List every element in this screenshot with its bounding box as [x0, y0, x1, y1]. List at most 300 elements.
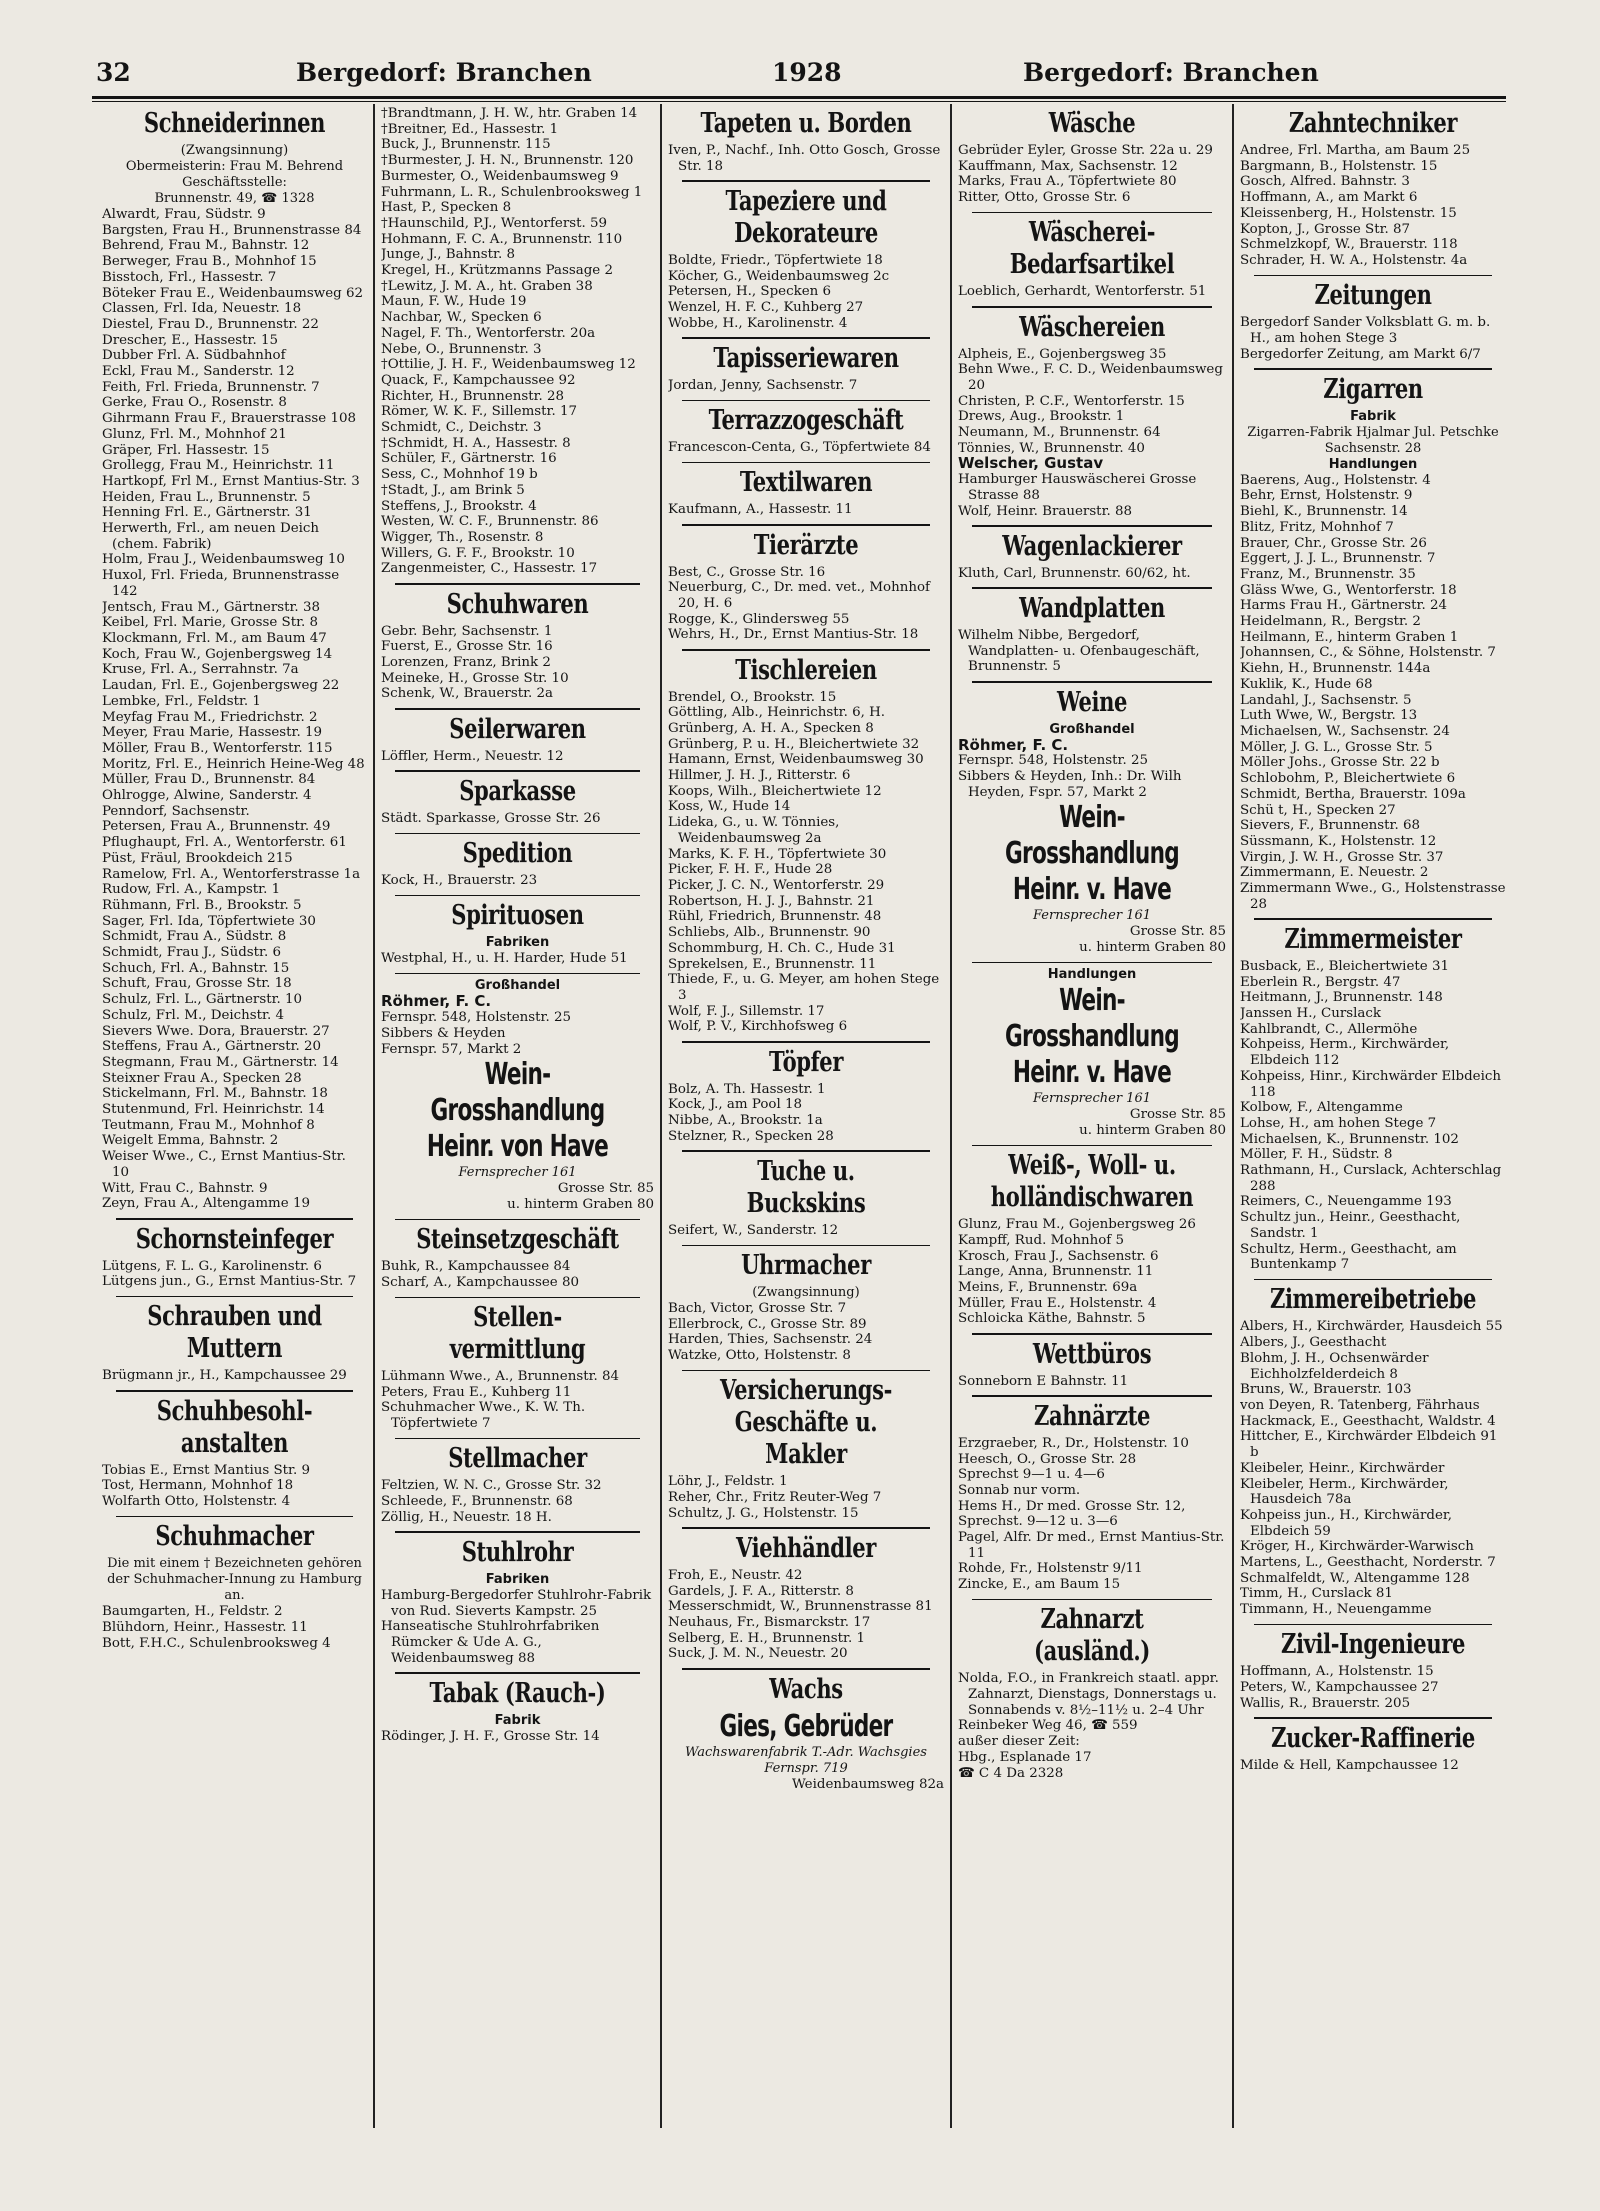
section-subheading: Fabrik — [1350, 408, 1396, 424]
directory-entry: Jentsch, Frau M., Gärtnerstr. 38 — [102, 599, 320, 615]
directory-entry: Schleede, F., Brunnenstr. 68 — [381, 1494, 573, 1510]
directory-entry: Süssmann, K., Holstenstr. 12 — [1240, 833, 1437, 849]
section-heading: Schornsteinfeger — [135, 1223, 334, 1255]
directory-entry: Bach, Victor, Grosse Str. 7 — [668, 1301, 847, 1317]
directory-entry: Junge, J., Bahnstr. 8 — [381, 247, 516, 263]
section-heading: Zimmereibetriebe — [1269, 1284, 1477, 1316]
section-heading: Stellen-vermittlung — [449, 1302, 586, 1366]
directory-entry: Kluth, Carl, Brunnenstr. 60/62, ht. — [958, 565, 1191, 581]
advert-note: Wachswarenfabrik T.-Adr. Wachsgies Fernspr. 719 — [685, 1744, 927, 1776]
section-heading: Wagenlackierer — [1002, 530, 1182, 562]
section-subheading: Großhandel — [474, 978, 561, 994]
section — [381, 1443, 654, 1525]
directory-entry: Weiser Wwe., C., Ernst Mantius-Str. 10 — [102, 1149, 346, 1180]
directory-entry: Rühl, Friedrich, Brunnenstr. 48 — [668, 909, 882, 925]
section — [668, 1156, 944, 1239]
directory-entry: Zimmermann Wwe., G., Holstenstrasse 28 — [1240, 881, 1506, 912]
directory-entry: Stutenmund, Frl. Heinrichstr. 14 — [102, 1102, 325, 1118]
directory-entry: Heidelmann, R., Bergstr. 2 — [1240, 614, 1421, 630]
directory-entry: ☎ C 4 Da 2328 — [958, 1765, 1064, 1781]
directory-entry: Sievers Wwe. Dora, Brauerstr. 27 — [102, 1023, 330, 1039]
directory-entry: Willers, G. F. F., Brookstr. 10 — [381, 545, 575, 561]
directory-entry: Möller Johs., Grosse Str. 22 b — [1240, 755, 1440, 771]
section-divider — [1254, 368, 1492, 370]
directory-entry: Diestel, Frau D., Brunnenstr. 22 — [102, 316, 319, 332]
directory-entry: Hackmack, E., Geesthacht, Waldstr. 4 — [1240, 1413, 1496, 1429]
header-title-left: Bergedorf: Branchen — [296, 58, 592, 87]
directory-entry: Scharf, A., Kampchaussee 80 — [381, 1274, 579, 1290]
directory-entry: Wallis, R., Brauerstr. 205 — [1240, 1695, 1411, 1711]
section — [958, 217, 1226, 300]
directory-entry: Schmalfeldt, W., Altengamme 128 — [1240, 1570, 1470, 1586]
directory-entry: †Lewitz, J. M. A., ht. Graben 38 — [381, 278, 593, 294]
section-divider — [116, 1218, 353, 1220]
section-heading: Zivil-Ingenieure — [1281, 1629, 1465, 1661]
directory-entry: Burmester, O., Weidenbaumsweg 9 — [381, 168, 619, 184]
directory-entry: Bergedorf Sander Volksblatt G. m. b. H., am hohen Stege 3 — [1240, 315, 1491, 346]
section-heading: Seilerwaren — [449, 713, 586, 745]
directory-entry: Behrend, Frau M., Bahnstr. 12 — [102, 238, 310, 254]
directory-entry: Schultz, J. G., Holstenstr. 15 — [668, 1505, 859, 1521]
directory-entry: Ramelow, Frl. A., Wentorferstrasse 1a — [102, 866, 361, 882]
section — [381, 1302, 654, 1432]
directory-entry: Hamburger Hauswäscherei Grosse Strasse 88 — [958, 472, 1197, 503]
directory-entry: Römer, W. K. F., Sillemstr. 17 — [381, 404, 578, 420]
section — [381, 1224, 654, 1290]
directory-entry: Wigger, Th., Rosenstr. 8 — [381, 529, 544, 545]
directory-entry: Müller, Frau D., Brunnenstr. 84 — [102, 772, 316, 788]
section-heading: Schrauben und Muttern — [147, 1301, 322, 1365]
directory-entry: Bargmann, B., Holstenstr. 15 — [1240, 158, 1438, 174]
section — [668, 108, 944, 174]
directory-entry: Hast, P., Specken 8 — [381, 200, 512, 216]
section-divider — [682, 337, 930, 339]
directory-entry: Lütgens jun., G., Ernst Mantius-Str. 7 — [102, 1274, 357, 1290]
directory-entry: Stelzner, R., Specken 28 — [668, 1128, 834, 1144]
directory-entry: Hittcher, E., Kirchwärder Elbdeich 91 b — [1240, 1429, 1498, 1461]
directory-entry: Schmidt, Frau A., Südstr. 8 — [102, 929, 287, 945]
directory-entry: Petersen, H., Specken 6 — [668, 284, 832, 300]
section-subheading: Obermeisterin: Frau M. Behrend — [125, 159, 344, 174]
directory-entry: Kohpeiss jun., H., Kirchwärder, Elbdeich 59 — [1240, 1507, 1453, 1539]
directory-entry: Heiden, Frau L., Brunnenstr. 5 — [102, 489, 311, 505]
directory-entry: Gebr. Behr, Sachsenstr. 1 — [381, 623, 553, 639]
directory-entry: Rathmann, H., Curslack, Achterschlag 288 — [1240, 1163, 1502, 1194]
directory-entry: Peters, W., Kampchaussee 27 — [1240, 1680, 1439, 1696]
section-divider — [116, 1296, 353, 1298]
directory-entry: Ritter, Otto, Grosse Str. 6 — [958, 190, 1131, 206]
directory-entry: Gihrmann Frau F., Brauerstrasse 108 — [102, 411, 357, 427]
directory-entry: Pagel, Alfr. Dr med., Ernst Mantius-Str. 11 — [958, 1530, 1225, 1561]
section-subheading: Die mit einem † Bezeichneten gehören der Schuhmacher-Innung zu Hamburg an. — [107, 1556, 362, 1604]
directory-entry: Kock, J., am Pool 18 — [668, 1097, 803, 1113]
advert-name: Wein-Grosshandlung — [1005, 800, 1179, 872]
directory-entry: Kuklik, K., Hude 68 — [1240, 676, 1373, 692]
section-heading: Schuhmacher — [155, 1521, 314, 1553]
directory-entry: Kregel, H., Krützmanns Passage 2 — [381, 263, 613, 279]
section-divider — [682, 1527, 930, 1529]
directory-entry: Dubber Frl. A. Südbahnhof — [102, 348, 286, 364]
section-divider — [682, 1041, 930, 1043]
section-heading: Wandplatten — [1019, 592, 1165, 624]
section-divider — [682, 180, 930, 182]
directory-entry: Köcher, G., Weidenbaumsweg 2c — [668, 268, 890, 284]
section-subheading: Fabriken — [485, 935, 550, 951]
section-heading: Stellmacher — [448, 1443, 587, 1475]
header-rule-thin — [92, 101, 1506, 102]
section — [958, 593, 1226, 675]
section — [381, 900, 654, 967]
section-divider — [972, 212, 1212, 214]
column-2 — [381, 106, 654, 2126]
directory-entry: Moritz, Frl. E., Heinrich Heine-Weg 48 — [102, 756, 365, 772]
page-header — [96, 58, 1506, 92]
advert-address: Grosse Str. 85 — [1129, 1107, 1226, 1123]
directory-entry: Buck, J., Brunnenstr. 115 — [381, 137, 551, 153]
directory-entry: Laudan, Frl. E., Gojenbergsweg 22 — [102, 678, 340, 694]
section — [668, 405, 944, 456]
header-title-right: Bergedorf: Branchen — [1023, 58, 1319, 87]
directory-entry: Welscher, Gustav — [958, 454, 1104, 473]
directory-entry: Glunz, Frl. M., Mohnhof 21 — [102, 426, 287, 442]
directory-entry: Holm, Frau J., Weidenbaumsweg 10 — [102, 552, 345, 568]
directory-entry: Feltzien, W. N. C., Grosse Str. 32 — [381, 1478, 602, 1494]
directory-entry: Hems H., Dr med. Grosse Str. 12, — [958, 1498, 1186, 1514]
advert-name: Heinr. v. Have — [1012, 872, 1172, 908]
directory-entry: Eggert, J. J. L., Brunnenstr. 7 — [1240, 551, 1436, 567]
directory-entry: Michaelsen, W., Sachsenstr. 24 — [1240, 723, 1450, 739]
directory-entry: Thiede, F., u. G. Meyer, am hohen Stege 3 — [668, 972, 940, 1003]
directory-entry: Grollegg, Frau M., Heinrichstr. 11 — [102, 458, 335, 474]
section-heading: Textilwaren — [739, 467, 873, 499]
directory-entry: Sievers, F., Brunnenstr. 68 — [1240, 818, 1421, 834]
directory-entry: Lühmann Wwe., A., Brunnenstr. 84 — [381, 1369, 620, 1385]
directory-entry: Landahl, J., Sachsenstr. 5 — [1240, 692, 1412, 708]
directory-entry: Witt, Frau C., Bahnstr. 9 — [102, 1180, 268, 1196]
directory-entry: Quack, F., Kampchaussee 92 — [381, 372, 576, 388]
section-divider — [972, 1333, 1212, 1335]
directory-entry: Hanseatische Stuhlrohrfabriken Rümcker & Ude A. G., Weidenbaumsweg 88 — [381, 1619, 600, 1666]
directory-entry: Hbg., Esplanade 17 — [958, 1749, 1092, 1765]
section-divider — [395, 973, 640, 975]
directory-entry: Luth Wwe, W., Bergstr. 13 — [1240, 708, 1418, 724]
advert-name: Wein-Grosshandlung — [1005, 983, 1179, 1055]
directory-entry: Bott, F.H.C., Schulenbrooksweg 4 — [102, 1635, 331, 1651]
directory-entry: Picker, J. C. N., Wentorferstr. 29 — [668, 877, 885, 893]
section — [668, 467, 944, 518]
directory-entry: Schuft, Frau, Grosse Str. 18 — [102, 976, 292, 992]
section-divider — [395, 1672, 640, 1674]
section-heading: Tabak (Rauch-) — [429, 1677, 606, 1709]
directory-entry: Schmidt, C., Deichstr. 3 — [381, 420, 542, 436]
directory-entry: Penndorf, Sachsenstr. — [102, 803, 250, 819]
section — [668, 343, 944, 394]
directory-entry: Kaufmann, A., Hassestr. 11 — [668, 502, 853, 518]
directory-entry: †Ottilie, J. H. F., Weidenbaumsweg 12 — [381, 357, 636, 373]
directory-entry: Kruse, Frl. A., Serrahnstr. 7a — [102, 662, 299, 678]
directory-entry: Behr, Ernst, Holstenstr. 9 — [1240, 488, 1413, 504]
directory-entry: Harms Frau H., Gärtnerstr. 24 — [1240, 598, 1448, 614]
directory-entry: Städt. Sparkasse, Grosse Str. 26 — [381, 810, 601, 826]
directory-entry: Sibbers & Heyden, Inh.: Dr. Wilh Heyden, Fspr. 57, Markt 2 — [958, 768, 1182, 800]
section-heading: Zahnärzte — [1034, 1400, 1150, 1432]
directory-entry: Grünberg, A. H. A., Specken 8 — [668, 720, 874, 736]
section-heading: Tapeten u. Borden — [700, 108, 912, 139]
section-heading: Uhrmacher — [741, 1250, 871, 1282]
section-divider — [395, 1219, 640, 1221]
directory-entry: Meins, F., Brunnenstr. 69a — [958, 1280, 1138, 1295]
directory-entry: Albers, J., Geesthacht — [1240, 1335, 1387, 1351]
section-divider — [972, 525, 1212, 527]
section-heading: Stuhlrohr — [461, 1536, 574, 1568]
directory-entry: Schmidt, Bertha, Brauerstr. 109a — [1240, 786, 1466, 802]
directory-entry: Meyfag Frau M., Friedrichstr. 2 — [102, 709, 318, 725]
section-heading: Tapeziere und Dekorateure — [725, 185, 887, 249]
directory-entry: Heitmann, J., Brunnenstr. 148 — [1240, 990, 1443, 1006]
directory-entry: Nagel, F. Th., Wentorferstr. 20a — [381, 325, 596, 341]
advert-name: Gies, Gebrüder — [719, 1708, 893, 1744]
directory-entry: Möller, Frau B., Wentorferstr. 115 — [102, 740, 333, 756]
directory-entry: Glunz, Frau M., Gojenbergsweg 26 — [958, 1217, 1196, 1233]
section-divider — [682, 649, 930, 651]
directory-entry: Feith, Frl. Frieda, Brunnenstr. 7 — [102, 379, 320, 395]
directory-entry: Gläss Wwe, G., Wentorferstr. 18 — [1240, 582, 1457, 598]
directory-entry: Froh, E., Neustr. 42 — [668, 1567, 803, 1583]
directory-entry: Fuerst, E., Grosse Str. 16 — [381, 639, 553, 655]
advert-name: Heinr. von Have — [426, 1129, 609, 1165]
directory-entry: Zangenmeister, C., Hassestr. 17 — [381, 561, 598, 577]
directory-entry: Westphal, H., u. H. Harder, Hude 51 — [381, 951, 628, 967]
advert-note: Fernsprecher 161 — [1033, 1091, 1151, 1107]
directory-entry: Bargsten, Frau H., Brunnenstrasse 84 — [102, 222, 362, 238]
header-year: 1928 — [772, 58, 842, 87]
section-subheading: Geschäftsstelle: — [182, 175, 287, 190]
directory-entry: Blitz, Fritz, Mohnhof 7 — [1240, 519, 1394, 535]
section-divider — [116, 1390, 353, 1392]
directory-entry: Buhk, R., Kampchaussee 84 — [381, 1259, 571, 1275]
section-heading: Terrazzogeschäft — [708, 405, 904, 437]
directory-entry: Virgin, J. W. H., Grosse Str. 37 — [1240, 849, 1444, 865]
directory-entry: Franz, M., Brunnenstr. 35 — [1240, 566, 1416, 582]
section-heading: Tischlereien — [735, 654, 877, 686]
directory-entry: Kleibeler, Herm., Kirchwärder, Hausdeich 78a — [1240, 1476, 1449, 1508]
section — [1240, 374, 1506, 913]
directory-entry: Eberlein R., Bergstr. 47 — [1240, 974, 1401, 990]
directory-entry: Schliebs, Alb., Brunnenstr. 90 — [668, 925, 871, 941]
section — [1240, 1629, 1506, 1711]
directory-entry: Hamann, Ernst, Weidenbaumsweg 30 — [668, 752, 924, 768]
section — [381, 1537, 654, 1667]
section-subheading: (Zwangsinnung) — [180, 143, 289, 158]
directory-entry: †Haunschild, P.J., Wentorferst. 59 — [381, 215, 608, 231]
directory-entry: Neuhaus, Fr., Bismarckstr. 17 — [668, 1615, 871, 1631]
section — [668, 186, 944, 332]
directory-entry: Wenzel, H. F. C., Kuhberg 27 — [668, 300, 864, 316]
directory-entry: Nachbar, W., Specken 6 — [381, 310, 542, 326]
directory-entry: Göttling, Alb., Heinrichstr. 6, H. — [668, 705, 886, 721]
directory-entry: Tost, Hermann, Mohnhof 18 — [102, 1478, 294, 1494]
section-heading: Wettbüros — [1032, 1338, 1152, 1370]
directory-entry: Schulz, Frl. L., Gärtnerstr. 10 — [102, 992, 303, 1008]
section — [381, 776, 654, 827]
directory-entry: Janssen H., Curslack — [1240, 1006, 1381, 1022]
section — [1240, 108, 1506, 269]
directory-entry: Lembke, Frl., Feldstr. 1 — [102, 693, 261, 709]
section — [958, 312, 1226, 520]
section — [381, 589, 654, 703]
directory-entry: Ohlrogge, Alwine, Sanderstr. 4 — [102, 788, 312, 804]
directory-entry: Brendel, O., Brookstr. 15 — [668, 689, 837, 705]
section — [958, 687, 1226, 956]
directory-entry: Best, C., Grosse Str. 16 — [668, 564, 826, 580]
directory-entry: Neumann, M., Brunnenstr. 64 — [958, 425, 1161, 441]
directory-entry: Heesch, O., Grosse Str. 28 — [958, 1451, 1137, 1467]
directory-entry: Marks, Frau A., Töpfertwiete 80 — [958, 174, 1177, 190]
section — [668, 1674, 944, 1793]
directory-entry: Hillmer, J. H. J., Ritterstr. 6 — [668, 768, 851, 784]
section-heading: Schuhwaren — [446, 588, 589, 620]
advert-address: Weidenbaumsweg 82a — [792, 1776, 944, 1792]
directory-entry: Schmelzkopf, W., Brauerstr. 118 — [1240, 237, 1458, 253]
directory-entry: Bergedorfer Zeitung, am Markt 6/7 — [1240, 346, 1481, 362]
section-divider — [116, 1516, 353, 1518]
directory-entry: Harden, Thies, Sachsenstr. 24 — [668, 1332, 873, 1348]
section — [1240, 280, 1506, 362]
section-divider — [1254, 1624, 1492, 1626]
section-heading: Zucker-Raffinerie — [1271, 1722, 1475, 1754]
section-subheading: Fabrik — [494, 1712, 541, 1728]
directory-entry: Heilmann, E., hinterm Graben 1 — [1240, 629, 1459, 645]
directory-entry: Classen, Frl. Ida, Neuestr. 18 — [102, 301, 302, 317]
directory-entry: Zöllig, H., Neuestr. 18 H. — [381, 1509, 552, 1525]
directory-entry: Kauffmann, Max, Sachsenstr. 12 — [958, 158, 1178, 174]
directory-entry: Albers, H., Kirchwärder, Hausdeich 55 — [1240, 1319, 1503, 1335]
directory-entry: Jordan, Jenny, Sachsenstr. 7 — [668, 377, 858, 393]
directory-entry: Drescher, E., Hassestr. 15 — [102, 332, 279, 348]
directory-entry: Wobbe, H., Karolinenstr. 4 — [668, 315, 848, 331]
directory-entry: Zeyn, Frau A., Altengamme 19 — [102, 1196, 310, 1212]
advert-address: Grosse Str. 85 — [1129, 924, 1226, 940]
directory-entry: Sprechst 9—1 u. 4—6 — [958, 1467, 1105, 1483]
directory-entry: Schulz, Frl. M., Deichstr. 4 — [102, 1007, 285, 1023]
directory-entry: Koops, Wilh., Bleichertwiete 12 — [668, 783, 882, 799]
directory-entry: Weigelt Emma, Bahnstr. 2 — [102, 1133, 279, 1149]
directory-entry: Hohmann, F. C. A., Brunnenstr. 110 — [381, 231, 623, 247]
section — [381, 838, 654, 889]
section-heading: Töpfer — [768, 1046, 844, 1078]
section-divider — [1254, 1717, 1492, 1719]
directory-entry: Wehrs, H., Dr., Ernst Mantius-Str. 18 — [668, 627, 919, 643]
directory-entry: Timm, H., Curslack 81 — [1240, 1586, 1393, 1602]
section — [381, 714, 654, 765]
directory-entry: Wolf, Heinr. Brauerstr. 88 — [958, 503, 1133, 519]
directory-entry: Wolf, F. J., Sillemstr. 17 — [668, 1003, 825, 1019]
section — [668, 1047, 944, 1145]
directory-entry: Wilhelm Nibbe, Bergedorf, Wandplatten- u. Ofenbaugeschäft, Brunnenstr. 5 — [958, 627, 1200, 675]
directory-entry: Selberg, E. H., Brunnenstr. 1 — [668, 1630, 865, 1646]
directory-entry: Klockmann, Frl. M., am Baum 47 — [102, 630, 327, 646]
directory-entry: Gerke, Frau O., Rosenstr. 8 — [102, 395, 287, 411]
section-subheading: Handlungen — [1328, 456, 1418, 472]
directory-entry: Maun, F. W., Hude 19 — [381, 294, 527, 310]
section-divider — [395, 1297, 640, 1299]
directory-entry: Rogge, K., Glindersweg 55 — [668, 611, 850, 627]
directory-entry: Messerschmidt, W., Brunnenstrasse 81 — [668, 1599, 933, 1615]
section-heading: Zigarren — [1323, 373, 1423, 405]
directory-entry: Berweger, Frau B., Mohnhof 15 — [102, 254, 317, 270]
directory-entry: Kolbow, F., Altengamme — [1240, 1100, 1403, 1116]
advert-address: Grosse Str. 85 — [557, 1181, 654, 1197]
directory-entry: Erzgraeber, R., Dr., Holstenstr. 10 — [958, 1435, 1189, 1451]
directory-entry: Röhmer, F. C. — [381, 992, 492, 1011]
section-heading: Weine — [1056, 686, 1128, 718]
directory-entry: Loeblich, Gerhardt, Wentorferstr. 51 — [958, 284, 1207, 300]
directory-entry: Löffler, Herm., Neuestr. 12 — [381, 748, 564, 764]
section-subheading: Zigarren-Fabrik Hjalmar Jul. Petschke Sachsenstr. 28 — [1247, 424, 1499, 456]
section-subheading: Handlungen — [1047, 967, 1137, 983]
section — [102, 1396, 367, 1510]
section-heading: Zahntechniker — [1288, 108, 1458, 139]
directory-entry: Huxol, Frl. Frieda, Brunnenstrasse 142 — [102, 568, 340, 599]
directory-entry: Sprekelsen, E., Brunnenstr. 11 — [668, 956, 877, 972]
directory-entry: Rödinger, J. H. F., Grosse Str. 14 — [381, 1728, 600, 1744]
directory-entry: Nebe, O., Brunnenstr. 3 — [381, 341, 542, 357]
section-heading: Schneiderinnen — [143, 108, 326, 139]
section-divider — [682, 1668, 930, 1670]
section — [381, 106, 654, 577]
directory-entry: Reinbeker Weg 46, ☎ 559 — [958, 1718, 1138, 1734]
section-divider — [682, 1150, 930, 1152]
directory-entry: Hamburg-Bergedorfer Stuhlrohr-Fabrik von Rud. Sieverts Kampstr. 25 — [381, 1587, 652, 1619]
section-heading: Wäschereien — [1019, 311, 1165, 343]
directory-entry: Sess, C., Mohnhof 19 b — [381, 467, 538, 483]
directory-entry: Ellerbrock, C., Grosse Str. 89 — [668, 1316, 867, 1332]
directory-entry: Sonneborn E Bahnstr. 11 — [958, 1373, 1129, 1389]
directory-entry: Biehl, K., Brunnenstr. 14 — [1240, 504, 1408, 520]
directory-entry: Hoffmann, A., Holstenstr. 15 — [1240, 1664, 1434, 1680]
directory-entry: Fernspr. 548, Holstenstr. 25 — [958, 753, 1149, 769]
column-4 — [958, 106, 1226, 2126]
directory-entry: Eckl, Frau M., Sanderstr. 12 — [102, 364, 295, 380]
directory-entry: Lange, Anna, Brunnenstr. 11 — [958, 1264, 1154, 1280]
directory-entry: Petersen, Frau A., Brunnenstr. 49 — [102, 819, 331, 835]
section-heading: Wäsche — [1048, 108, 1136, 139]
section-divider — [1254, 1279, 1492, 1281]
directory-entry: Sonnab nur vorm. — [958, 1482, 1081, 1498]
directory-entry: Möller, J. G. L., Grosse Str. 5 — [1240, 739, 1433, 755]
advert-note: Fernsprecher 161 — [1033, 908, 1151, 924]
directory-entry: Kiehn, H., Brunnenstr. 144a — [1240, 661, 1431, 677]
section-divider — [395, 833, 640, 835]
section — [668, 1250, 944, 1364]
directory-entry: Behn Wwe., F. C. D., Weidenbaumsweg 20 — [958, 362, 1223, 393]
directory-entry: Milde & Hell, Kampchaussee 12 — [1240, 1757, 1459, 1773]
directory-entry: Kohpeiss, Hinr., Kirchwärder Elbdeich 118 — [1240, 1068, 1501, 1100]
directory-entry: Hoffmann, A., am Markt 6 — [1240, 190, 1418, 206]
directory-entry: Brauer, Chr., Grosse Str. 26 — [1240, 535, 1427, 551]
directory-entry: Reimers, C., Neuengamme 193 — [1240, 1194, 1452, 1210]
directory-entry: Westen, W. C. F., Brunnenstr. 86 — [381, 514, 599, 530]
directory-entry: Bolz, A. Th. Hassestr. 1 — [668, 1081, 826, 1097]
directory-entry: Christen, P. C.F., Wentorferstr. 15 — [958, 393, 1185, 409]
section — [1240, 1723, 1506, 1774]
directory-entry: Tobias E., Ernst Mantius Str. 9 — [102, 1462, 311, 1478]
section — [668, 655, 944, 1035]
section-divider — [395, 770, 640, 772]
directory-entry: Schü t, H., Specken 27 — [1240, 802, 1396, 818]
directory-entry: Nibbe, A., Brookstr. 1a — [668, 1112, 823, 1128]
directory-entry: Kohpeiss, Herm., Kirchwärder, Elbdeich 112 — [1240, 1037, 1450, 1069]
